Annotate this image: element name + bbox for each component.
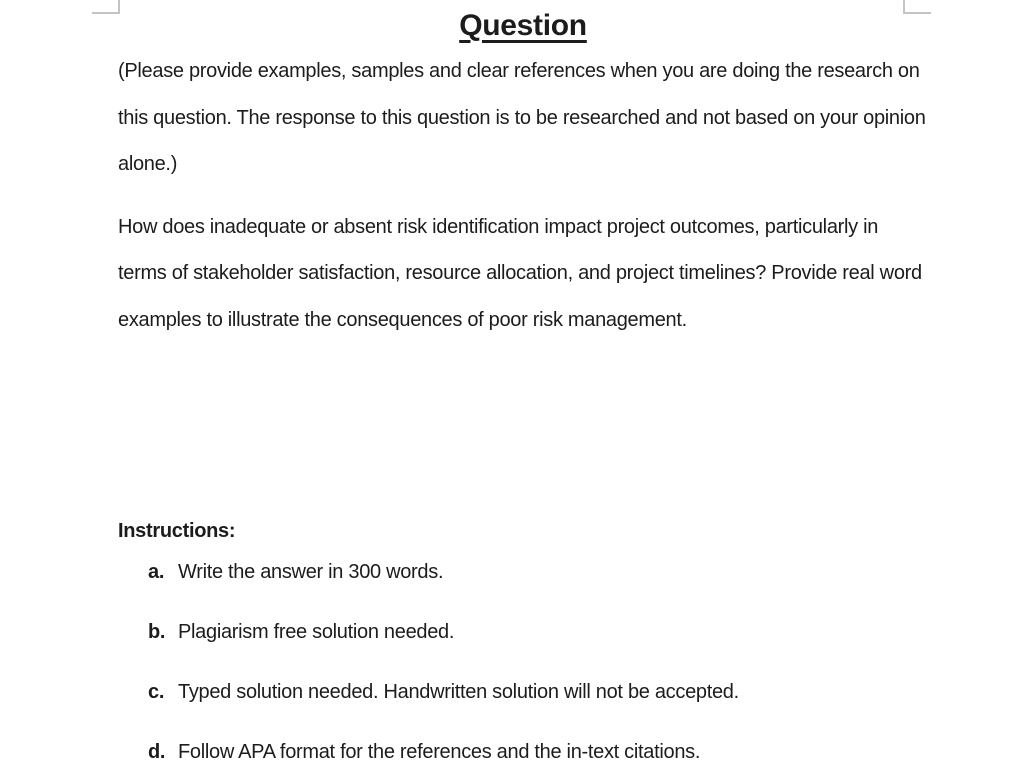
question-paragraph: How does inadequate or absent risk identification impact project outcomes, particularly in terms of stakeholder satisfaction, resource allocation, and project timelines? Provide real word examples to illustrate the consequences of poor risk management.	[118, 215, 922, 331]
instruction-item-c	[148, 680, 928, 704]
instructions-heading: Instructions:	[118, 520, 236, 542]
instruction-text-b: Plagiarism free solution needed.	[178, 621, 455, 643]
instruction-marker-d: d.	[148, 741, 166, 763]
instruction-text-a: Write the answer in 300 words.	[178, 561, 444, 583]
question-title: Question	[459, 9, 587, 42]
instructions-section	[118, 518, 928, 764]
instruction-text-d: Follow APA format for the references and the in-text citations.	[178, 741, 701, 763]
instruction-marker-c: c.	[148, 681, 165, 703]
instruction-marker-b: b.	[148, 621, 166, 643]
instructions-list	[118, 560, 928, 764]
instruction-item-b	[148, 620, 928, 644]
instruction-marker-a: a.	[148, 561, 165, 583]
instruction-item-d	[148, 740, 928, 764]
intro-note-paragraph: (Please provide examples, samples and clear references when you are doing the research on this question. The response to this question is to be researched and not based on your opinion alone.)	[118, 60, 926, 175]
document-content	[118, 0, 928, 343]
instruction-item-a	[148, 560, 928, 584]
instruction-text-c: Typed solution needed. Handwritten solution will not be accepted.	[178, 681, 739, 703]
margin-mark-top-left	[92, 0, 120, 14]
